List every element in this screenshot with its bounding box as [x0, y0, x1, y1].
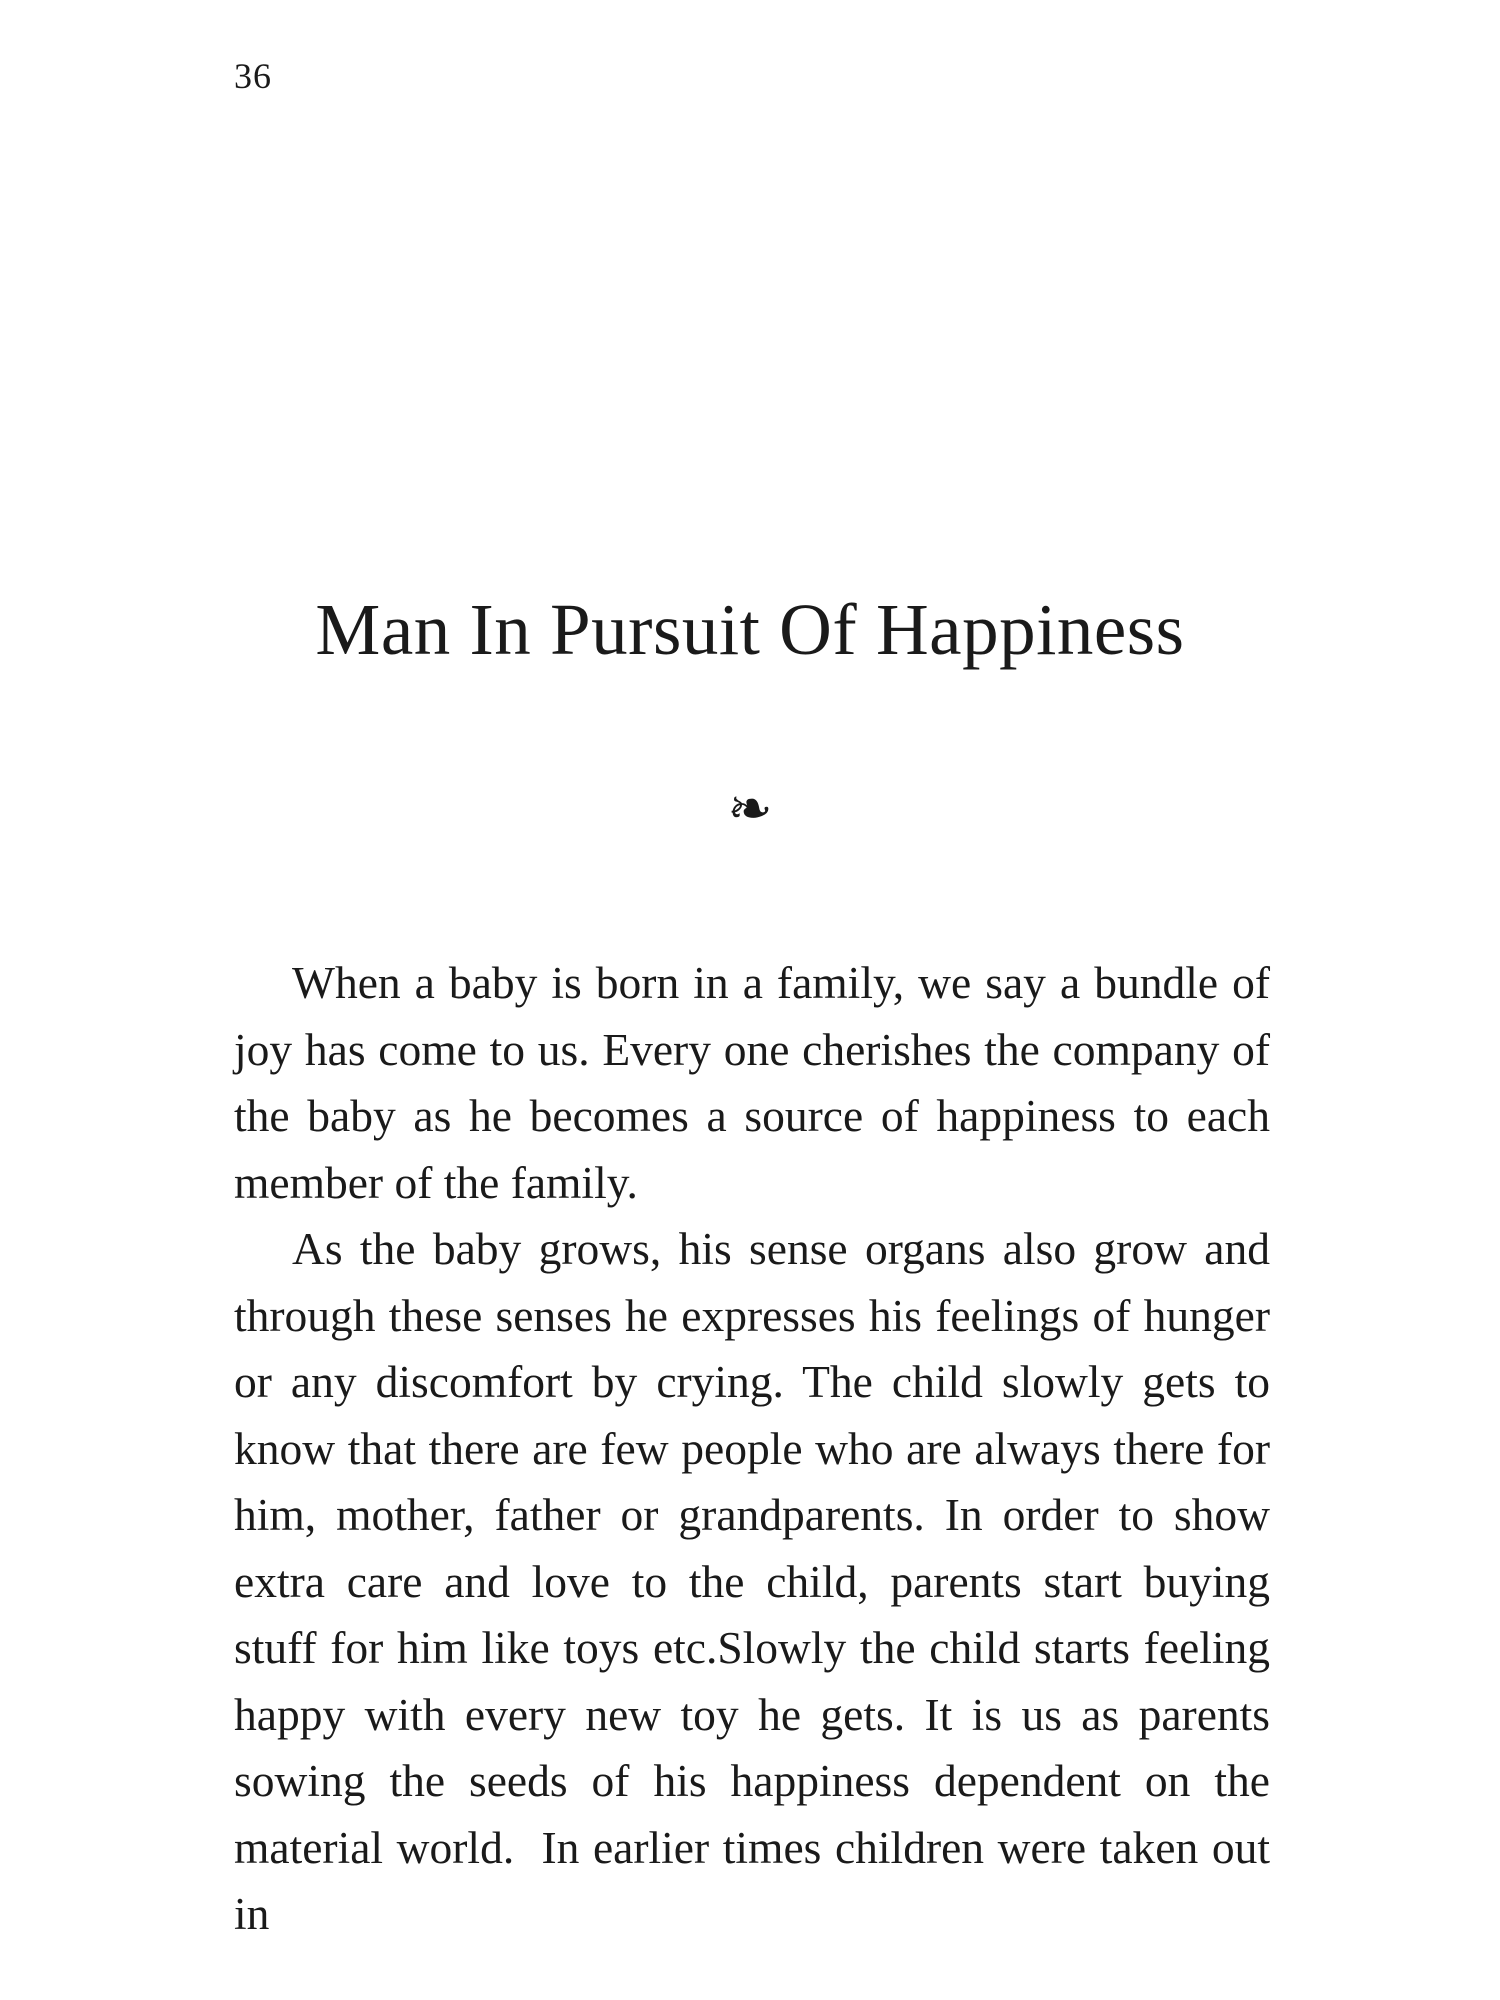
chapter-title: Man In Pursuit Of Happiness: [315, 589, 1185, 670]
paragraph: As the baby grows, his sense organs also grow and through these senses he expresses his feelings of hunger or any discomfort by crying. The child slowly gets to know that there are few people who are always there for him, mother, father or grandparents. In order to show extra care and love to the child, parents start buying stuff for him like toys etc.Slowly the child starts feeling happy with every new toy he gets. It is us as parents sowing the seeds of his happiness dependent on the material world. In earlier times children were taken out in: [234, 1223, 1270, 1939]
paragraph: When a baby is born in a family, we say a bundle of joy has come to us. Every one cherishes the company of the baby as he becomes a source of happiness to each member of the family.: [234, 957, 1270, 1208]
page-number: 36: [234, 56, 272, 96]
body-text: [234, 950, 1270, 1948]
ornament-fleuron-icon: ❧: [727, 779, 773, 839]
